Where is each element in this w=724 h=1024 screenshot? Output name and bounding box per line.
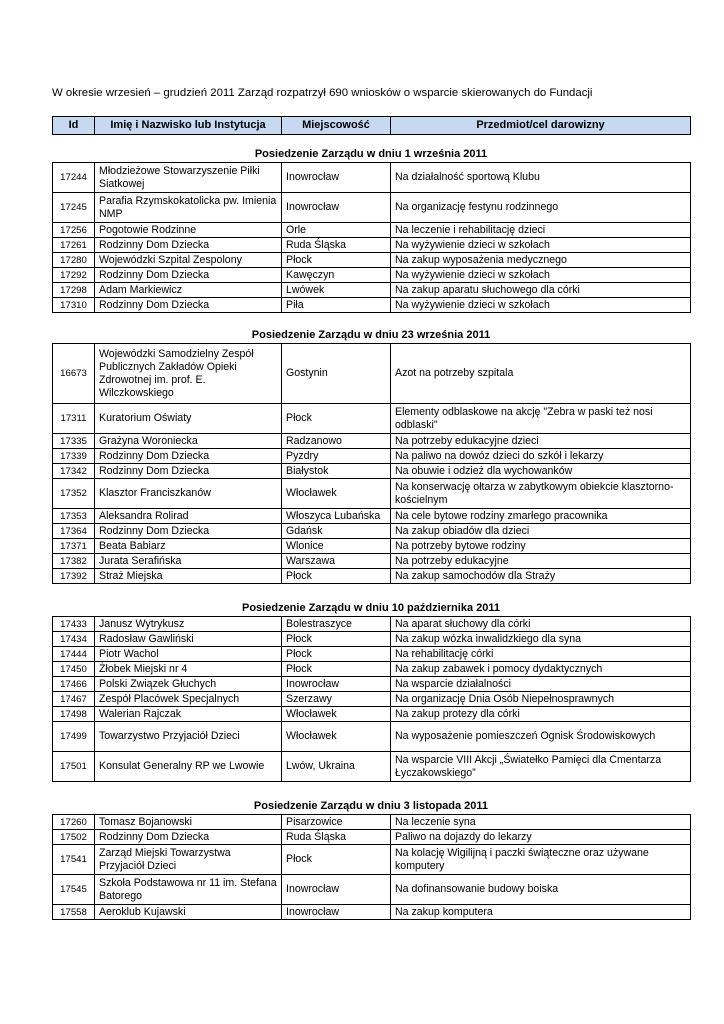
row-name: Beata Babiarz bbox=[95, 539, 282, 554]
row-place: Pyzdry bbox=[282, 449, 391, 464]
row-name: Walerian Rajczak bbox=[95, 707, 282, 722]
row-id: 17261 bbox=[53, 238, 95, 253]
row-purpose: Na zakup wózka inwalidzkiego dla syna bbox=[391, 632, 691, 647]
row-name: Polski Związek Głuchych bbox=[95, 677, 282, 692]
table-row bbox=[53, 815, 691, 830]
row-purpose: Na wyżywienie dzieci w szkołach bbox=[391, 268, 691, 283]
table-row bbox=[53, 662, 691, 677]
row-place: Gdańsk bbox=[282, 524, 391, 539]
table-row bbox=[53, 238, 691, 253]
table-row bbox=[53, 539, 691, 554]
row-name: Rodzinny Dom Dziecka bbox=[95, 464, 282, 479]
row-name: Zarząd Miejski Towarzystwa Przyjaciół Dzieci bbox=[95, 845, 282, 875]
row-id: 17450 bbox=[53, 662, 95, 677]
row-place: Gostynin bbox=[282, 344, 391, 404]
row-id: 17466 bbox=[53, 677, 95, 692]
row-name: Rodzinny Dom Dziecka bbox=[95, 238, 282, 253]
table-row bbox=[53, 479, 691, 509]
table-row bbox=[53, 404, 691, 434]
table-row bbox=[53, 253, 691, 268]
row-name: Radosław Gawliński bbox=[95, 632, 282, 647]
row-id: 17298 bbox=[53, 283, 95, 298]
row-name: Szkoła Podstawowa nr 11 im. Stefana Batorego bbox=[95, 875, 282, 905]
row-purpose: Na dofinansowanie budowy boiska bbox=[391, 875, 691, 905]
section-table bbox=[52, 162, 691, 313]
row-place: Piła bbox=[282, 298, 391, 313]
row-id: 17310 bbox=[53, 298, 95, 313]
table-row bbox=[53, 524, 691, 539]
row-place: Inowrocław bbox=[282, 875, 391, 905]
row-place: Bolestraszyce bbox=[282, 617, 391, 632]
row-name: Towarzystwo Przyjaciół Dzieci bbox=[95, 722, 282, 752]
row-id: 17339 bbox=[53, 449, 95, 464]
row-purpose: Elementy odblaskowe na akcję "Zebra w paski też nosi odblaski" bbox=[391, 404, 691, 434]
section-table bbox=[52, 814, 691, 920]
header-name: Imię i Nazwisko lub Instytucja bbox=[95, 117, 282, 135]
row-id: 17434 bbox=[53, 632, 95, 647]
row-place: Włocławek bbox=[282, 722, 391, 752]
row-place: Płock bbox=[282, 404, 391, 434]
row-name: Parafia Rzymskokatolicka pw. Imienia NMP bbox=[95, 193, 282, 223]
row-place: Szerzawy bbox=[282, 692, 391, 707]
row-purpose: Na zakup wyposażenia medycznego bbox=[391, 253, 691, 268]
row-name: Wojewódzki Samodzielny Zespół Publicznych Zakładów Opieki Zdrowotnej im. prof. E. Wilczkowskiego bbox=[95, 344, 282, 404]
row-name: Kuratorium Oświaty bbox=[95, 404, 282, 434]
table-row bbox=[53, 722, 691, 752]
row-place: Lwówek bbox=[282, 283, 391, 298]
row-purpose: Na działalność sportową Klubu bbox=[391, 163, 691, 193]
row-name: Pogotowie Rodzinne bbox=[95, 223, 282, 238]
row-place: Płock bbox=[282, 569, 391, 584]
row-id: 17256 bbox=[53, 223, 95, 238]
section-title: Posiedzenie Zarządu w dniu 1 września 2011 bbox=[254, 148, 488, 160]
row-name: Jurata Serafińska bbox=[95, 554, 282, 569]
row-id: 17260 bbox=[53, 815, 95, 830]
row-purpose: Na paliwo na dowóz dzieci do szkół i lekarzy bbox=[391, 449, 691, 464]
row-name: Zespół Placówek Specjalnych bbox=[95, 692, 282, 707]
row-place: Inowrocław bbox=[282, 163, 391, 193]
row-place: Lwów, Ukraina bbox=[282, 752, 391, 782]
section-table bbox=[52, 616, 691, 782]
table-row bbox=[53, 298, 691, 313]
row-purpose: Na zakup aparatu słuchowego dla córki bbox=[391, 283, 691, 298]
row-id: 17353 bbox=[53, 509, 95, 524]
row-place: Radzanowo bbox=[282, 434, 391, 449]
row-id: 17371 bbox=[53, 539, 95, 554]
row-place: Inowrocław bbox=[282, 905, 391, 920]
row-id: 17392 bbox=[53, 569, 95, 584]
row-purpose: Na aparat słuchowy dla córki bbox=[391, 617, 691, 632]
row-id: 17311 bbox=[53, 404, 95, 434]
row-purpose: Na wyżywienie dzieci w szkołach bbox=[391, 238, 691, 253]
table-row bbox=[53, 554, 691, 569]
header-table bbox=[52, 116, 691, 135]
table-row bbox=[53, 617, 691, 632]
table-row bbox=[53, 163, 691, 193]
section-title: Posiedzenie Zarządu w dniu 23 września 2011 bbox=[251, 329, 491, 341]
row-name: Młodzieżowe Stowarzyszenie Piłki Siatkowej bbox=[95, 163, 282, 193]
row-place: Orle bbox=[282, 223, 391, 238]
row-purpose: Paliwo na dojazdy do lekarzy bbox=[391, 830, 691, 845]
row-purpose: Na zakup protezy dla córki bbox=[391, 707, 691, 722]
table-row bbox=[53, 283, 691, 298]
table-row bbox=[53, 692, 691, 707]
row-purpose: Na cele bytowe rodziny zmarłego pracownika bbox=[391, 509, 691, 524]
table-row bbox=[53, 193, 691, 223]
header-purpose: Przedmiot/cel darowizny bbox=[391, 117, 691, 135]
table-row bbox=[53, 449, 691, 464]
row-place: Płock bbox=[282, 647, 391, 662]
row-name: Janusz Wytrykusz bbox=[95, 617, 282, 632]
row-place: Pisarzowice bbox=[282, 815, 391, 830]
row-purpose: Na kolację Wigilijną i paczki świąteczne oraz używane komputery bbox=[391, 845, 691, 875]
row-place: Płock bbox=[282, 253, 391, 268]
row-name: Grażyna Woroniecka bbox=[95, 434, 282, 449]
row-purpose: Na obuwie i odzież dla wychowanków bbox=[391, 464, 691, 479]
table-row bbox=[53, 569, 691, 584]
row-id: 17541 bbox=[53, 845, 95, 875]
row-name: Rodzinny Dom Dziecka bbox=[95, 268, 282, 283]
row-purpose: Na potrzeby bytowe rodziny bbox=[391, 539, 691, 554]
row-name: Tomasz Bojanowski bbox=[95, 815, 282, 830]
row-id: 17335 bbox=[53, 434, 95, 449]
row-id: 17342 bbox=[53, 464, 95, 479]
intro-text: W okresie wrzesień – grudzień 2011 Zarząd rozpatrzył 690 wniosków o wsparcie skierowanych do Fundacji bbox=[52, 87, 593, 99]
row-name: Klasztor Franciszkanów bbox=[95, 479, 282, 509]
row-place: Włocławek bbox=[282, 707, 391, 722]
row-purpose: Na zakup obiadów dla dzieci bbox=[391, 524, 691, 539]
row-name: Adam Markiewicz bbox=[95, 283, 282, 298]
header-id: Id bbox=[53, 117, 95, 135]
table-row bbox=[53, 632, 691, 647]
table-row bbox=[53, 509, 691, 524]
row-place: Płock bbox=[282, 662, 391, 677]
row-id: 16673 bbox=[53, 344, 95, 404]
table-row bbox=[53, 905, 691, 920]
header-place: Miejscowość bbox=[282, 117, 391, 135]
row-purpose: Na potrzeby edukacyjne bbox=[391, 554, 691, 569]
table-row bbox=[53, 268, 691, 283]
row-purpose: Na organizację festynu rodzinnego bbox=[391, 193, 691, 223]
row-place: Warszawa bbox=[282, 554, 391, 569]
table-row bbox=[53, 223, 691, 238]
row-id: 17498 bbox=[53, 707, 95, 722]
row-purpose: Na zakup samochodów dla Straży bbox=[391, 569, 691, 584]
row-name: Straż Miejska bbox=[95, 569, 282, 584]
row-id: 17382 bbox=[53, 554, 95, 569]
row-id: 17467 bbox=[53, 692, 95, 707]
row-name: Wojewódzki Szpital Zespolony bbox=[95, 253, 282, 268]
row-name: Rodzinny Dom Dziecka bbox=[95, 298, 282, 313]
row-place: Włoszyca Lubańska bbox=[282, 509, 391, 524]
row-purpose: Azot na potrzeby szpitala bbox=[391, 344, 691, 404]
row-id: 17558 bbox=[53, 905, 95, 920]
row-name: Żłobek Miejski nr 4 bbox=[95, 662, 282, 677]
row-name: Aeroklub Kujawski bbox=[95, 905, 282, 920]
row-purpose: Na leczenie syna bbox=[391, 815, 691, 830]
row-purpose: Na zakup zabawek i pomocy dydaktycznych bbox=[391, 662, 691, 677]
row-place: Białystok bbox=[282, 464, 391, 479]
row-purpose: Na wsparcie VIII Akcji „Światełko Pamięci dla Cmentarza Łyczakowskiego” bbox=[391, 752, 691, 782]
row-id: 17499 bbox=[53, 722, 95, 752]
row-place: Płock bbox=[282, 632, 391, 647]
row-name: Rodzinny Dom Dziecka bbox=[95, 524, 282, 539]
row-place: Włocławek bbox=[282, 479, 391, 509]
row-name: Rodzinny Dom Dziecka bbox=[95, 449, 282, 464]
table-row bbox=[53, 830, 691, 845]
table-row bbox=[53, 344, 691, 404]
row-purpose: Na organizację Dnia Osób Niepełnosprawnych bbox=[391, 692, 691, 707]
row-id: 17433 bbox=[53, 617, 95, 632]
row-id: 17364 bbox=[53, 524, 95, 539]
row-place: Kawęczyn bbox=[282, 268, 391, 283]
row-id: 17244 bbox=[53, 163, 95, 193]
header-row bbox=[53, 117, 691, 135]
row-place: Inowrocław bbox=[282, 193, 391, 223]
table-row bbox=[53, 845, 691, 875]
row-purpose: Na zakup komputera bbox=[391, 905, 691, 920]
row-purpose: Na konserwację ołtarza w zabytkowym obiekcie klasztorno-kościelnym bbox=[391, 479, 691, 509]
row-place: Inowrocław bbox=[282, 677, 391, 692]
section-title: Posiedzenie Zarządu w dniu 3 listopada 2011 bbox=[253, 800, 489, 812]
table-row bbox=[53, 707, 691, 722]
row-place: Ruda Śląska bbox=[282, 830, 391, 845]
row-purpose: Na wsparcie działalności bbox=[391, 677, 691, 692]
row-id: 17292 bbox=[53, 268, 95, 283]
table-row bbox=[53, 752, 691, 782]
row-id: 17501 bbox=[53, 752, 95, 782]
row-name: Konsulat Generalny RP we Lwowie bbox=[95, 752, 282, 782]
row-purpose: Na rehabilitację córki bbox=[391, 647, 691, 662]
row-id: 17502 bbox=[53, 830, 95, 845]
row-name: Rodzinny Dom Dziecka bbox=[95, 830, 282, 845]
row-id: 17444 bbox=[53, 647, 95, 662]
row-id: 17280 bbox=[53, 253, 95, 268]
row-id: 17545 bbox=[53, 875, 95, 905]
row-purpose: Na wyżywienie dzieci w szkołach bbox=[391, 298, 691, 313]
table-row bbox=[53, 647, 691, 662]
row-place: Wlonice bbox=[282, 539, 391, 554]
section-table bbox=[52, 343, 691, 584]
table-row bbox=[53, 434, 691, 449]
table-row bbox=[53, 677, 691, 692]
row-name: Piotr Wachol bbox=[95, 647, 282, 662]
row-purpose: Na potrzeby edukacyjne dzieci bbox=[391, 434, 691, 449]
table-row bbox=[53, 464, 691, 479]
row-place: Płock bbox=[282, 845, 391, 875]
row-purpose: Na wyposażenie pomieszczeń Ognisk Środowiskowych bbox=[391, 722, 691, 752]
row-purpose: Na leczenie i rehabilitację dzieci bbox=[391, 223, 691, 238]
row-id: 17245 bbox=[53, 193, 95, 223]
row-name: Aleksandra Rolirad bbox=[95, 509, 282, 524]
section-title: Posiedzenie Zarządu w dniu 10 października 2011 bbox=[242, 602, 500, 614]
row-id: 17352 bbox=[53, 479, 95, 509]
table-row bbox=[53, 875, 691, 905]
row-place: Ruda Śląska bbox=[282, 238, 391, 253]
